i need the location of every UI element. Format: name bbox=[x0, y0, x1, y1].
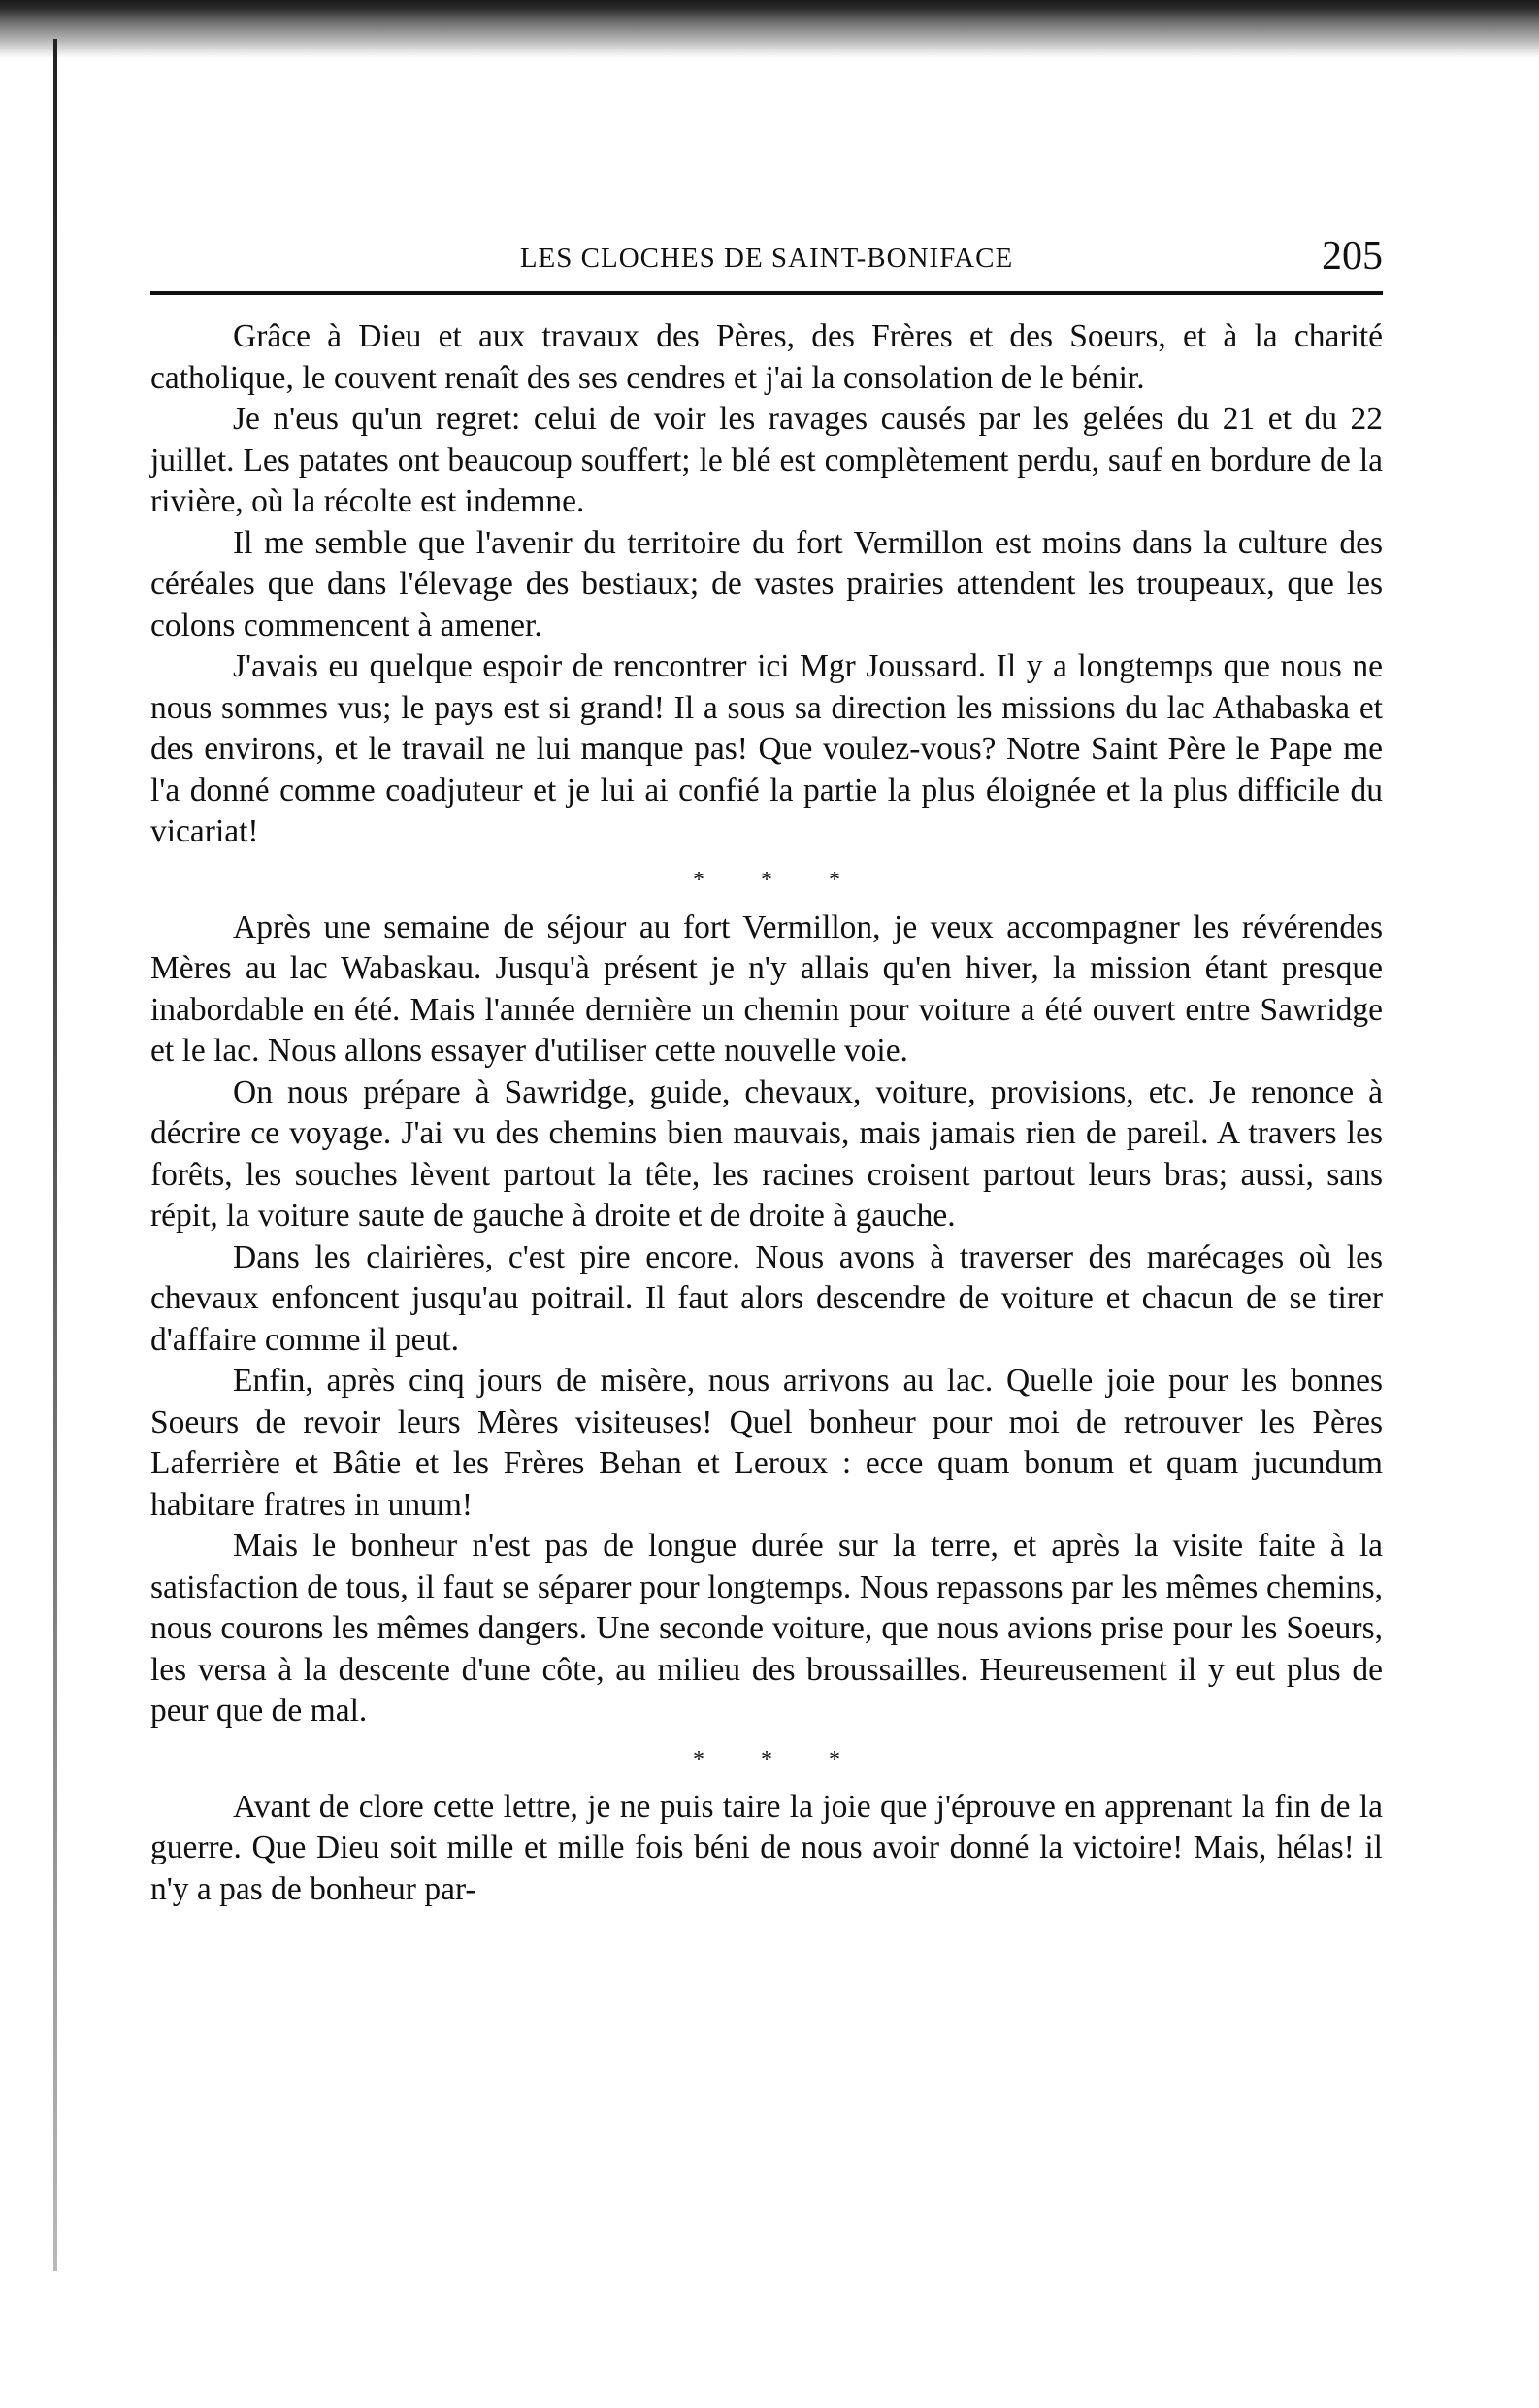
paragraph: Mais le bonheur n'est pas de longue durée sur la terre, et après la visite faite à la satisfaction de tous, il faut se séparer pour longtemps. Nous repassons par les mêmes chemins, nous courons les mêmes dangers. Une seconde voiture, que nous avions prise pour les Soeurs, les versa à la descente d'une côte, au milieu des broussailles. Heureusement il y eut plus de peur que de mal. bbox=[150, 1528, 1383, 1729]
scan-left-edge bbox=[53, 39, 57, 2271]
scan-top-edge bbox=[0, 0, 1539, 58]
book-page bbox=[150, 233, 1383, 1910]
paragraph: Grâce à Dieu et aux travaux des Pères, des Frères et des Soeurs, et à la charité catholique, le couvent renaît des ses cendres et j'ai la consolation de le bénir. bbox=[150, 318, 1383, 396]
paragraph: Dans les clairières, c'est pire encore. Nous avons à traverser des marécages où les chevaux enfoncent jusqu'au poitrail. Il faut alors descendre de voiture et chacun de se tirer d'affaire comme il peut. bbox=[150, 1238, 1383, 1358]
section-separator: * * * bbox=[693, 1746, 866, 1772]
section-separator: * * * bbox=[693, 867, 866, 893]
running-title: LES CLOCHES DE SAINT-BONIFACE bbox=[519, 243, 1014, 274]
paragraph: Je n'eus qu'un regret: celui de voir les ravages causés par les gelées du 21 et du 22 juillet. Les patates ont beaucoup souffert; le blé est complètement perdu, sauf en bordure de la rivière, où la récolte est indemne. bbox=[150, 401, 1383, 519]
paragraph: Avant de clore cette lettre, je ne puis taire la joie que j'éprouve en apprenant la fin de la guerre. Que Dieu soit mille et mille fois béni de nous avoir donné la victoire! Mais, hélas! il n'y a pas de bonheur par- bbox=[150, 1788, 1383, 1907]
paragraph: Enfin, après cinq jours de misère, nous arrivons au lac. Quelle joie pour les bonnes Soeurs de revoir leurs Mères visiteuses! Quel bonheur pour moi de retrouver les Pères Laferrière et Bâtie et les Frères Behan et Leroux : ecce quam bonum et quam jucundum habitare fratres in unum! bbox=[150, 1363, 1383, 1523]
paragraph: On nous prépare à Sawridge, guide, chevaux, voiture, provisions, etc. Je renonce à décrire ce voyage. J'ai vu des chemins bien mauvais, mais jamais rien de pareil. A travers les forêts, les souches lèvent partout la tête, les racines croisent partout leurs bras; aussi, sans répit, la voiture saute de gauche à droite et de droite à gauche. bbox=[150, 1073, 1383, 1234]
running-head bbox=[150, 233, 1383, 295]
paragraph: J'avais eu quelque espoir de rencontrer ici Mgr Joussard. Il y a longtemps que nous ne nous sommes vus; le pays est si grand! Il a sous sa direction les missions du lac Athabaska et des environs, et le travail ne lui manque pas! Que voulez-vous? Notre Saint Père le Pape me l'a donné comme coadjuteur et je lui ai confié la partie la plus éloignée et la plus difficile du vicariat! bbox=[150, 648, 1383, 849]
paragraph: Il me semble que l'avenir du territoire du fort Vermillon est moins dans la culture des céréales que dans l'élevage des bestiaux; de vastes prairies attendent les troupeaux, que les colons commencent à amener. bbox=[150, 524, 1383, 643]
page-number: 205 bbox=[1322, 234, 1383, 279]
body-text bbox=[150, 316, 1383, 1910]
paragraph: Après une semaine de séjour au fort Vermillon, je veux accompagner les révérendes Mères au lac Wabaskau. Jusqu'à présent je n'y allais qu'en hiver, la mission étant presque inabordable en été. Mais l'année dernière un chemin pour voiture a été ouvert entre Sawridge et le lac. Nous allons essayer d'utiliser cette nouvelle voie. bbox=[150, 908, 1383, 1069]
